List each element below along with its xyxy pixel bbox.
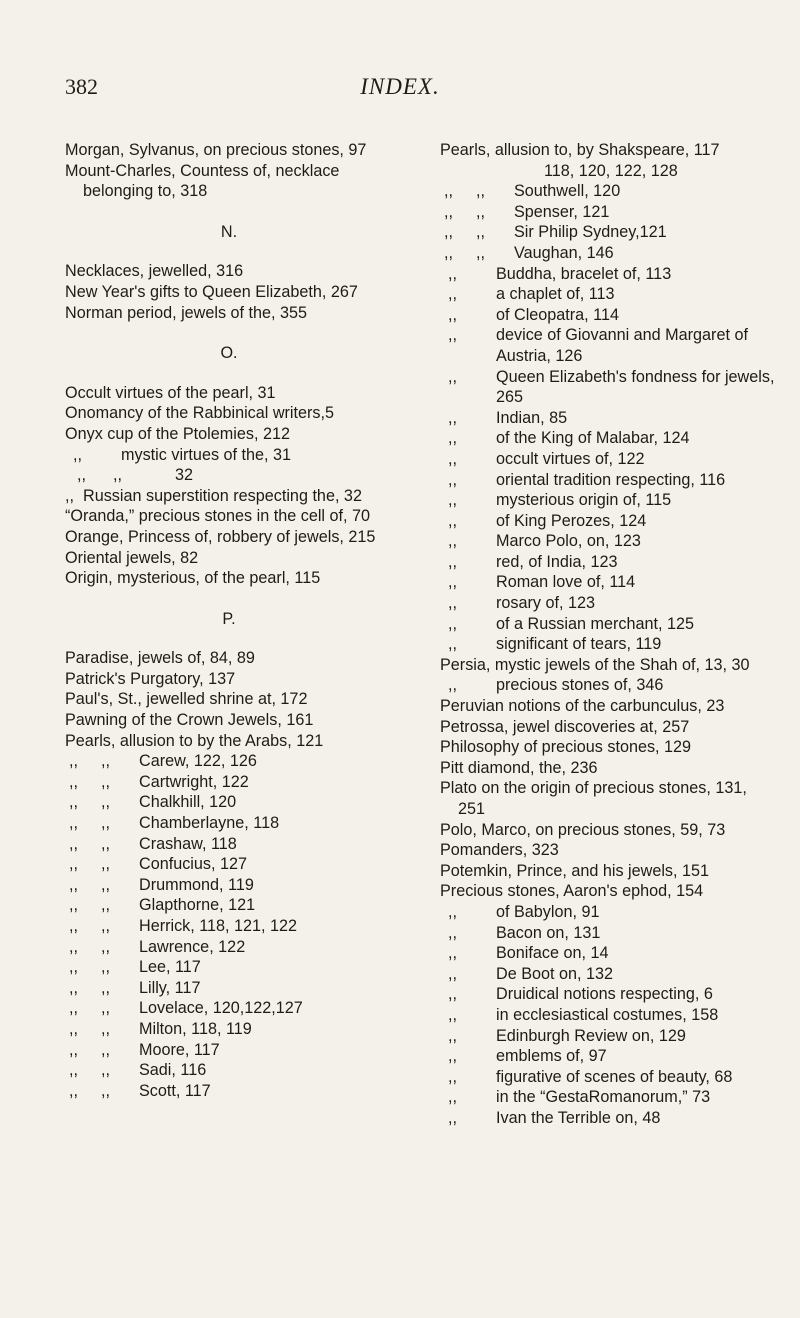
page-number: 382 (65, 74, 98, 99)
index-subentry: Spenser, 121 (514, 202, 610, 221)
index-entry: Peruvian notions of the carbunculus, 23 (440, 697, 725, 716)
index-subentry: of Cleopatra, 114 (496, 305, 619, 324)
index-subentry: Lawrence, 122 (139, 937, 246, 956)
index-entry: Mount-Charles, Countess of, necklace belonging to, 318 (65, 161, 340, 201)
index-subentry: Sadi, 116 (139, 1061, 207, 1080)
index-entry: Plato on the origin of precious stones, 131, 251 (440, 779, 747, 818)
index-subentry: Chamberlayne, 118 (139, 814, 280, 833)
index-entry: Precious stones, Aaron's ephod, 154 (440, 882, 704, 901)
index-subentry: Marco Polo, on, 123 (496, 532, 641, 551)
index-entry: Petrossa, jewel discoveries at, 257 (440, 717, 690, 736)
right-column (440, 140, 776, 1129)
left-column (65, 140, 393, 1101)
index-entry: Pearls, allusion to by the Arabs, 121 (65, 731, 324, 750)
index-entry: New Year's gifts to Queen Elizabeth, 267 (65, 282, 358, 301)
section-letter-n: N. (220, 222, 238, 241)
index-entry: Philosophy of precious stones, 129 (440, 738, 692, 757)
index-subentry: in the “GestaRomanorum,” 73 (496, 1088, 711, 1107)
index-subentry: De Boot on, 132 (496, 964, 613, 983)
index-subentry: Scott, 117 (139, 1081, 211, 1100)
index-entry: Necklaces, jewelled, 316 (65, 262, 244, 281)
index-subentry: Lee, 117 (139, 958, 201, 977)
index-subentry: Drummond, 119 (139, 875, 254, 894)
index-entry: Paradise, jewels of, 84, 89 (65, 649, 255, 668)
index-entry: Pomanders, 323 (440, 841, 559, 860)
index-subentry: Cartwright, 122 (139, 772, 249, 791)
index-subentry: Druidical notions respecting, 6 (496, 985, 713, 1004)
index-entry: Onomancy of the Rabbinical writers,5 (65, 404, 335, 423)
index-subentry: Indian, 85 (496, 408, 568, 427)
index-subentry: Vaughan, 146 (514, 243, 614, 262)
index-subentry: Confucius, 127 (139, 855, 247, 874)
index-subentry: of Babylon, 91 (496, 902, 600, 921)
index-subentry: Bacon on, 131 (496, 923, 601, 942)
index-entry: Origin, mysterious, of the pearl, 115 (65, 569, 321, 588)
index-subentry: occult virtues of, 122 (496, 449, 645, 468)
index-subentry: a chaplet of, 113 (496, 285, 615, 304)
index-subentry: oriental tradition respecting, 116 (496, 470, 726, 489)
running-title: INDEX. (360, 74, 440, 99)
index-entry: Pawning of the Crown Jewels, 161 (65, 711, 314, 730)
index-entry-continuation: 118, 120, 122, 128 (544, 161, 678, 180)
index-entry: Polo, Marco, on precious stones, 59, 73 (440, 820, 726, 839)
index-subentry: in ecclesiastical costumes, 158 (496, 1005, 719, 1024)
section-letter-o: O. (220, 344, 238, 363)
index-entry: Persia, mystic jewels of the Shah of, 13, 30 (440, 655, 750, 674)
index-subentry: Buddha, bracelet of, 113 (496, 264, 672, 283)
index-subentry: Sir Philip Sydney,121 (514, 223, 667, 242)
index-subentry: significant of tears, 119 (496, 635, 662, 654)
index-subentry: Glapthorne, 121 (139, 896, 256, 915)
index-subentry: Roman love of, 114 (496, 573, 636, 592)
index-subentry: rosary of, 123 (496, 594, 595, 613)
index-entry: “Oranda,” precious stones in the cell of, 70 (65, 507, 371, 526)
index-subentry: Boniface on, 14 (496, 944, 609, 963)
index-subentry: figurative of scenes of beauty, 68 (496, 1067, 733, 1086)
index-subentry: Lovelace, 120,122,127 (139, 999, 303, 1018)
index-subentry: precious stones of, 346 (496, 676, 664, 695)
index-entry: Norman period, jewels of the, 355 (65, 303, 308, 322)
index-subentry: Southwell, 120 (514, 182, 621, 201)
index-entry: Orange, Princess of, robbery of jewels, 215 (65, 527, 376, 546)
index-entry: Onyx cup of the Ptolemies, 212 (65, 424, 290, 443)
index-entry: Patrick's Purgatory, 137 (65, 669, 236, 688)
index-subentry: of King Perozes, 124 (496, 511, 647, 530)
index-subentry: Russian superstition respecting the, 32 (83, 486, 362, 505)
index-subentry: Herrick, 118, 121, 122 (139, 917, 298, 935)
index-subentry: mystic virtues of the, 31 (121, 445, 292, 464)
index-entry: Pitt diamond, the, 236 (440, 758, 598, 777)
index-subentry: Chalkhill, 120 (139, 793, 237, 812)
section-letter-p: P. (222, 609, 236, 628)
index-subentry: mysterious origin of, 115 (496, 491, 672, 510)
index-subentry: device of Giovanni and Margaret of Austria, 126 (496, 326, 748, 365)
index-subentry: Moore, 117 (139, 1040, 220, 1059)
index-subentry: Crashaw, 118 (139, 834, 237, 853)
index-subentry: Edinburgh Review on, 129 (496, 1026, 686, 1045)
index-subentry: Ivan the Terrible on, 48 (496, 1108, 661, 1127)
index-subentry: of the King of Malabar, 124 (496, 429, 690, 448)
index-entry: Oriental jewels, 82 (65, 548, 199, 567)
index-entry: Paul's, St., jewelled shrine at, 172 (65, 690, 308, 709)
index-subentry: Carew, 122, 126 (139, 752, 257, 771)
index-entry: Pearls, allusion to, by Shakspeare, 117 (440, 141, 720, 159)
index-subentry: 32 (175, 466, 194, 485)
page-header (0, 48, 800, 108)
index-entry: Potemkin, Prince, and his jewels, 151 (440, 861, 710, 880)
index-subentry: red, of India, 123 (496, 552, 618, 571)
index-subentry: Lilly, 117 (139, 978, 201, 997)
index-entry: Occult virtues of the pearl, 31 (65, 383, 276, 402)
index-entry: Morgan, Sylvanus, on precious stones, 97 (65, 141, 367, 159)
index-subentry: of a Russian merchant, 125 (496, 614, 694, 633)
index-subentry: emblems of, 97 (496, 1047, 607, 1066)
index-subentry: Milton, 118, 119 (139, 1019, 252, 1038)
index-subentry: Queen Elizabeth's fondness for jewels, 265 (496, 367, 775, 407)
